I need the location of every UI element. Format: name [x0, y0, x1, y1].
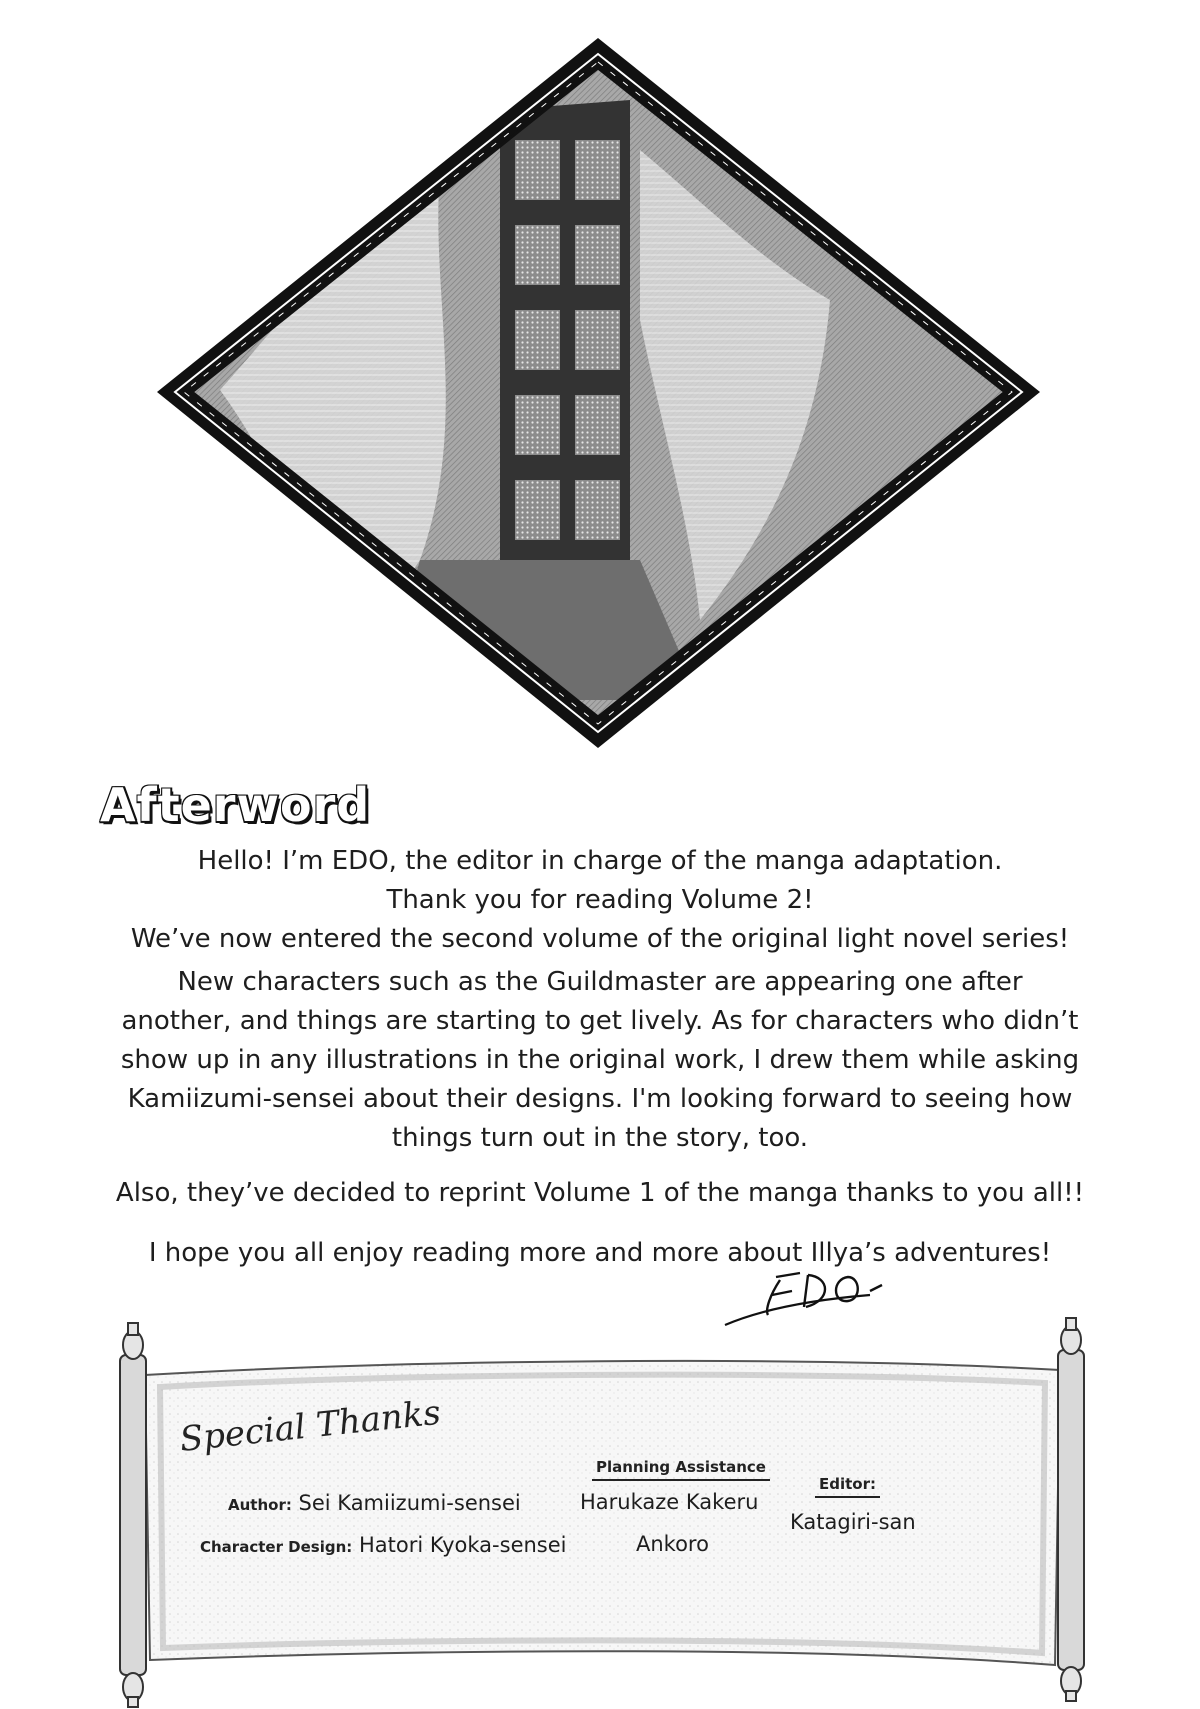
left-scroll-roller: [120, 1323, 146, 1707]
author-name: Sei Kamiizumi-sensei: [298, 1491, 521, 1515]
text-line: I hope you all enjoy reading more and more about Illya’s adventures!: [148, 1238, 1052, 1268]
planning-name-2: Ankoro: [636, 1532, 709, 1556]
afterword-paragraph-4: [60, 1234, 1140, 1273]
character-design-credit: [200, 1533, 567, 1557]
text-line: Hello! I’m EDO, the editor in charge of the manga adaptation.: [197, 846, 1003, 876]
author-credit: [228, 1491, 521, 1515]
text-line: things turn out in the story, too.: [391, 1123, 809, 1153]
editor-name: Katagiri-san: [790, 1510, 916, 1534]
planning-assistance-heading: Planning Assistance: [592, 1458, 770, 1481]
editor-heading: Editor:: [815, 1475, 880, 1498]
character-design-name: Hatori Kyoka-sensei: [358, 1533, 567, 1557]
afterword-paragraph-1: [60, 842, 1140, 959]
text-line: another, and things are starting to get lively. As for characters who didn’t: [121, 1006, 1079, 1036]
author-role-label: Author:: [228, 1496, 292, 1514]
afterword-paragraph-2: [60, 963, 1140, 1158]
right-scroll-roller: [1058, 1318, 1084, 1701]
text-line: We’ve now entered the second volume of the original light novel series!: [130, 924, 1070, 954]
character-design-role-label: Character Design:: [200, 1538, 353, 1556]
text-line: Thank you for reading Volume 2!: [386, 885, 814, 915]
text-line: show up in any illustrations in the original work, I drew them while asking: [120, 1045, 1080, 1075]
text-line: Also, they’ve decided to reprint Volume 1 of the manga thanks to you all!!: [115, 1178, 1085, 1208]
special-thanks-heading: Special Thanks: [177, 1392, 443, 1460]
afterword-title: Afterword: [100, 778, 371, 832]
text-line: New characters such as the Guildmaster are appearing one after: [177, 967, 1023, 997]
window-curtain-illustration: [0, 0, 1200, 800]
planning-name-1: Harukaze Kakeru: [580, 1490, 759, 1514]
afterword-paragraph-3: [60, 1174, 1140, 1213]
text-line: Kamiizumi-sensei about their designs. I'm looking forward to seeing how: [127, 1084, 1073, 1114]
